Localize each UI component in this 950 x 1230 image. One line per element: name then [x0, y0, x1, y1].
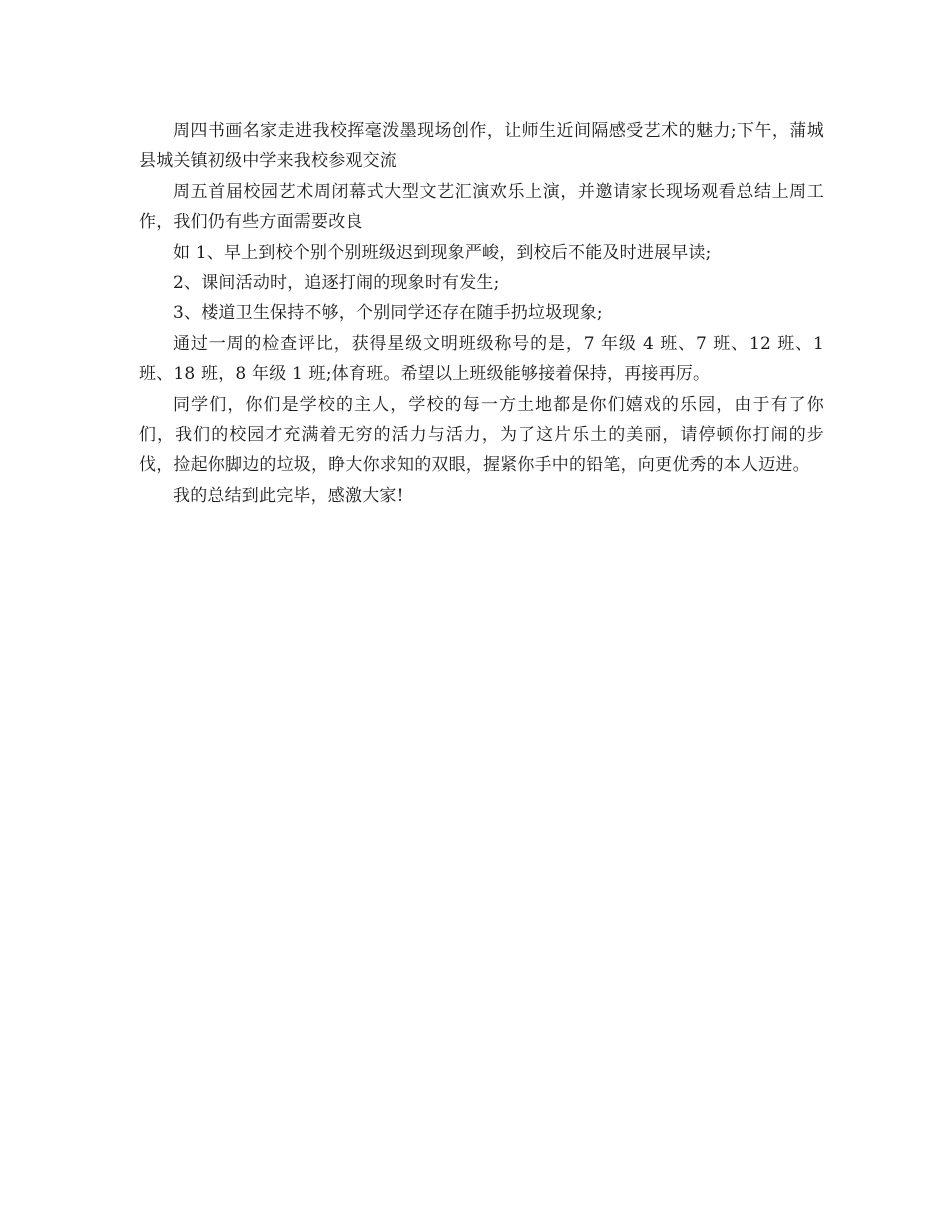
paragraph-closing: 我的总结到此完毕，感激大家! — [173, 485, 404, 506]
paragraph-issue-1: 如 1、早上到校个别个别班级迟到现象严峻，到校后不能及时进展早读; — [173, 242, 712, 263]
paragraph-issue-3: 3、楼道卫生保持不够，个别同学还存在随手扔垃圾现象; — [173, 303, 603, 324]
paragraph-thursday-activities: 周四书画名家走进我校挥毫泼墨现场创作，让师生近间隔感受艺术的魅力;下午，蒲城县城关镇初级中学来我校参观交流 — [139, 121, 824, 172]
paragraph-appeal-to-students: 同学们，你们是学校的主人，学校的每一方土地都是你们嬉戏的乐园，由于有了你们，我们的校园才充满着无穷的活力与活力，为了这片乐土的美丽，请停顿你打闹的步伐，捡起你脚边的垃圾，睁大你求知的双眼，握紧你手中的铅笔，向更优秀的本人迈进。 — [139, 394, 824, 476]
paragraph-issue-2: 2、课间活动时，追逐打闹的现象时有发生; — [173, 273, 500, 294]
document-body — [139, 116, 824, 511]
paragraph-star-classes: 通过一周的检查评比，获得星级文明班级称号的是，7 年级 4 班、7 班、12 班、1 班、18 班，8 年级 1 班;体育班。希望以上班级能够接着保持，再接再厉。 — [139, 333, 824, 385]
paragraph-friday-activities: 周五首届校园艺术周闭幕式大型文艺汇演欢乐上演，并邀请家长现场观看总结上周工作，我们仍有些方面需要改良 — [139, 181, 824, 233]
